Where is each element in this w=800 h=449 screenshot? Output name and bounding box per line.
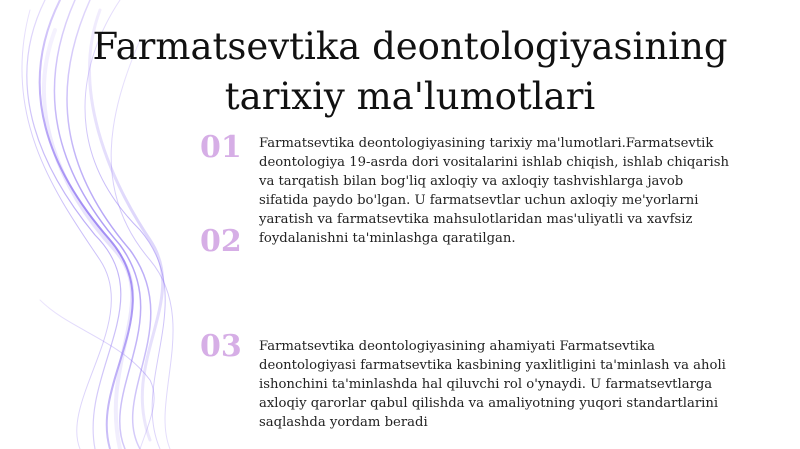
page-title xyxy=(20,22,800,122)
title-line-2: tarixiy ma'lumotlari xyxy=(224,75,596,118)
item-text-01: Farmatsevtika deontologiyasining tarixiy ma'lumotlari.Farmatsevtik deontologiya 19-asrda dori vositalarini ishlab chiqish, ishlab chiqarish va tarqatish bilan bog'liq axloqiy va axloqiy tashvishlarga javob sifatida paydo bo'lgan. U farmatsevtlar uchun axloqiy me'yorlarni yaratish va farmatsevtika mahsulotlaridan mas'uliyatli va xavfsiz foydalanishni ta'minlashga qaratilgan. xyxy=(259,136,730,246)
item-text-03: Farmatsevtika deontologiyasining ahamiyati Farmatsevtika deontologiyasi farmatsevtika kasbining yaxlitligini ta'minlash va aholi ishonchini ta'minlashda hal qiluvchi rol o'ynaydi. U farmatsevtlarga axloqiy qarorlar qabul qilishda va amaliyotning yuqori standartlarini saqlashda yordam beradi xyxy=(259,339,726,430)
title-line-1: Farmatsevtika deontologiyasining xyxy=(92,25,728,68)
item-number-02: 02 xyxy=(200,224,242,259)
item-number-03: 03 xyxy=(200,329,242,364)
item-number-01: 01 xyxy=(200,130,242,165)
